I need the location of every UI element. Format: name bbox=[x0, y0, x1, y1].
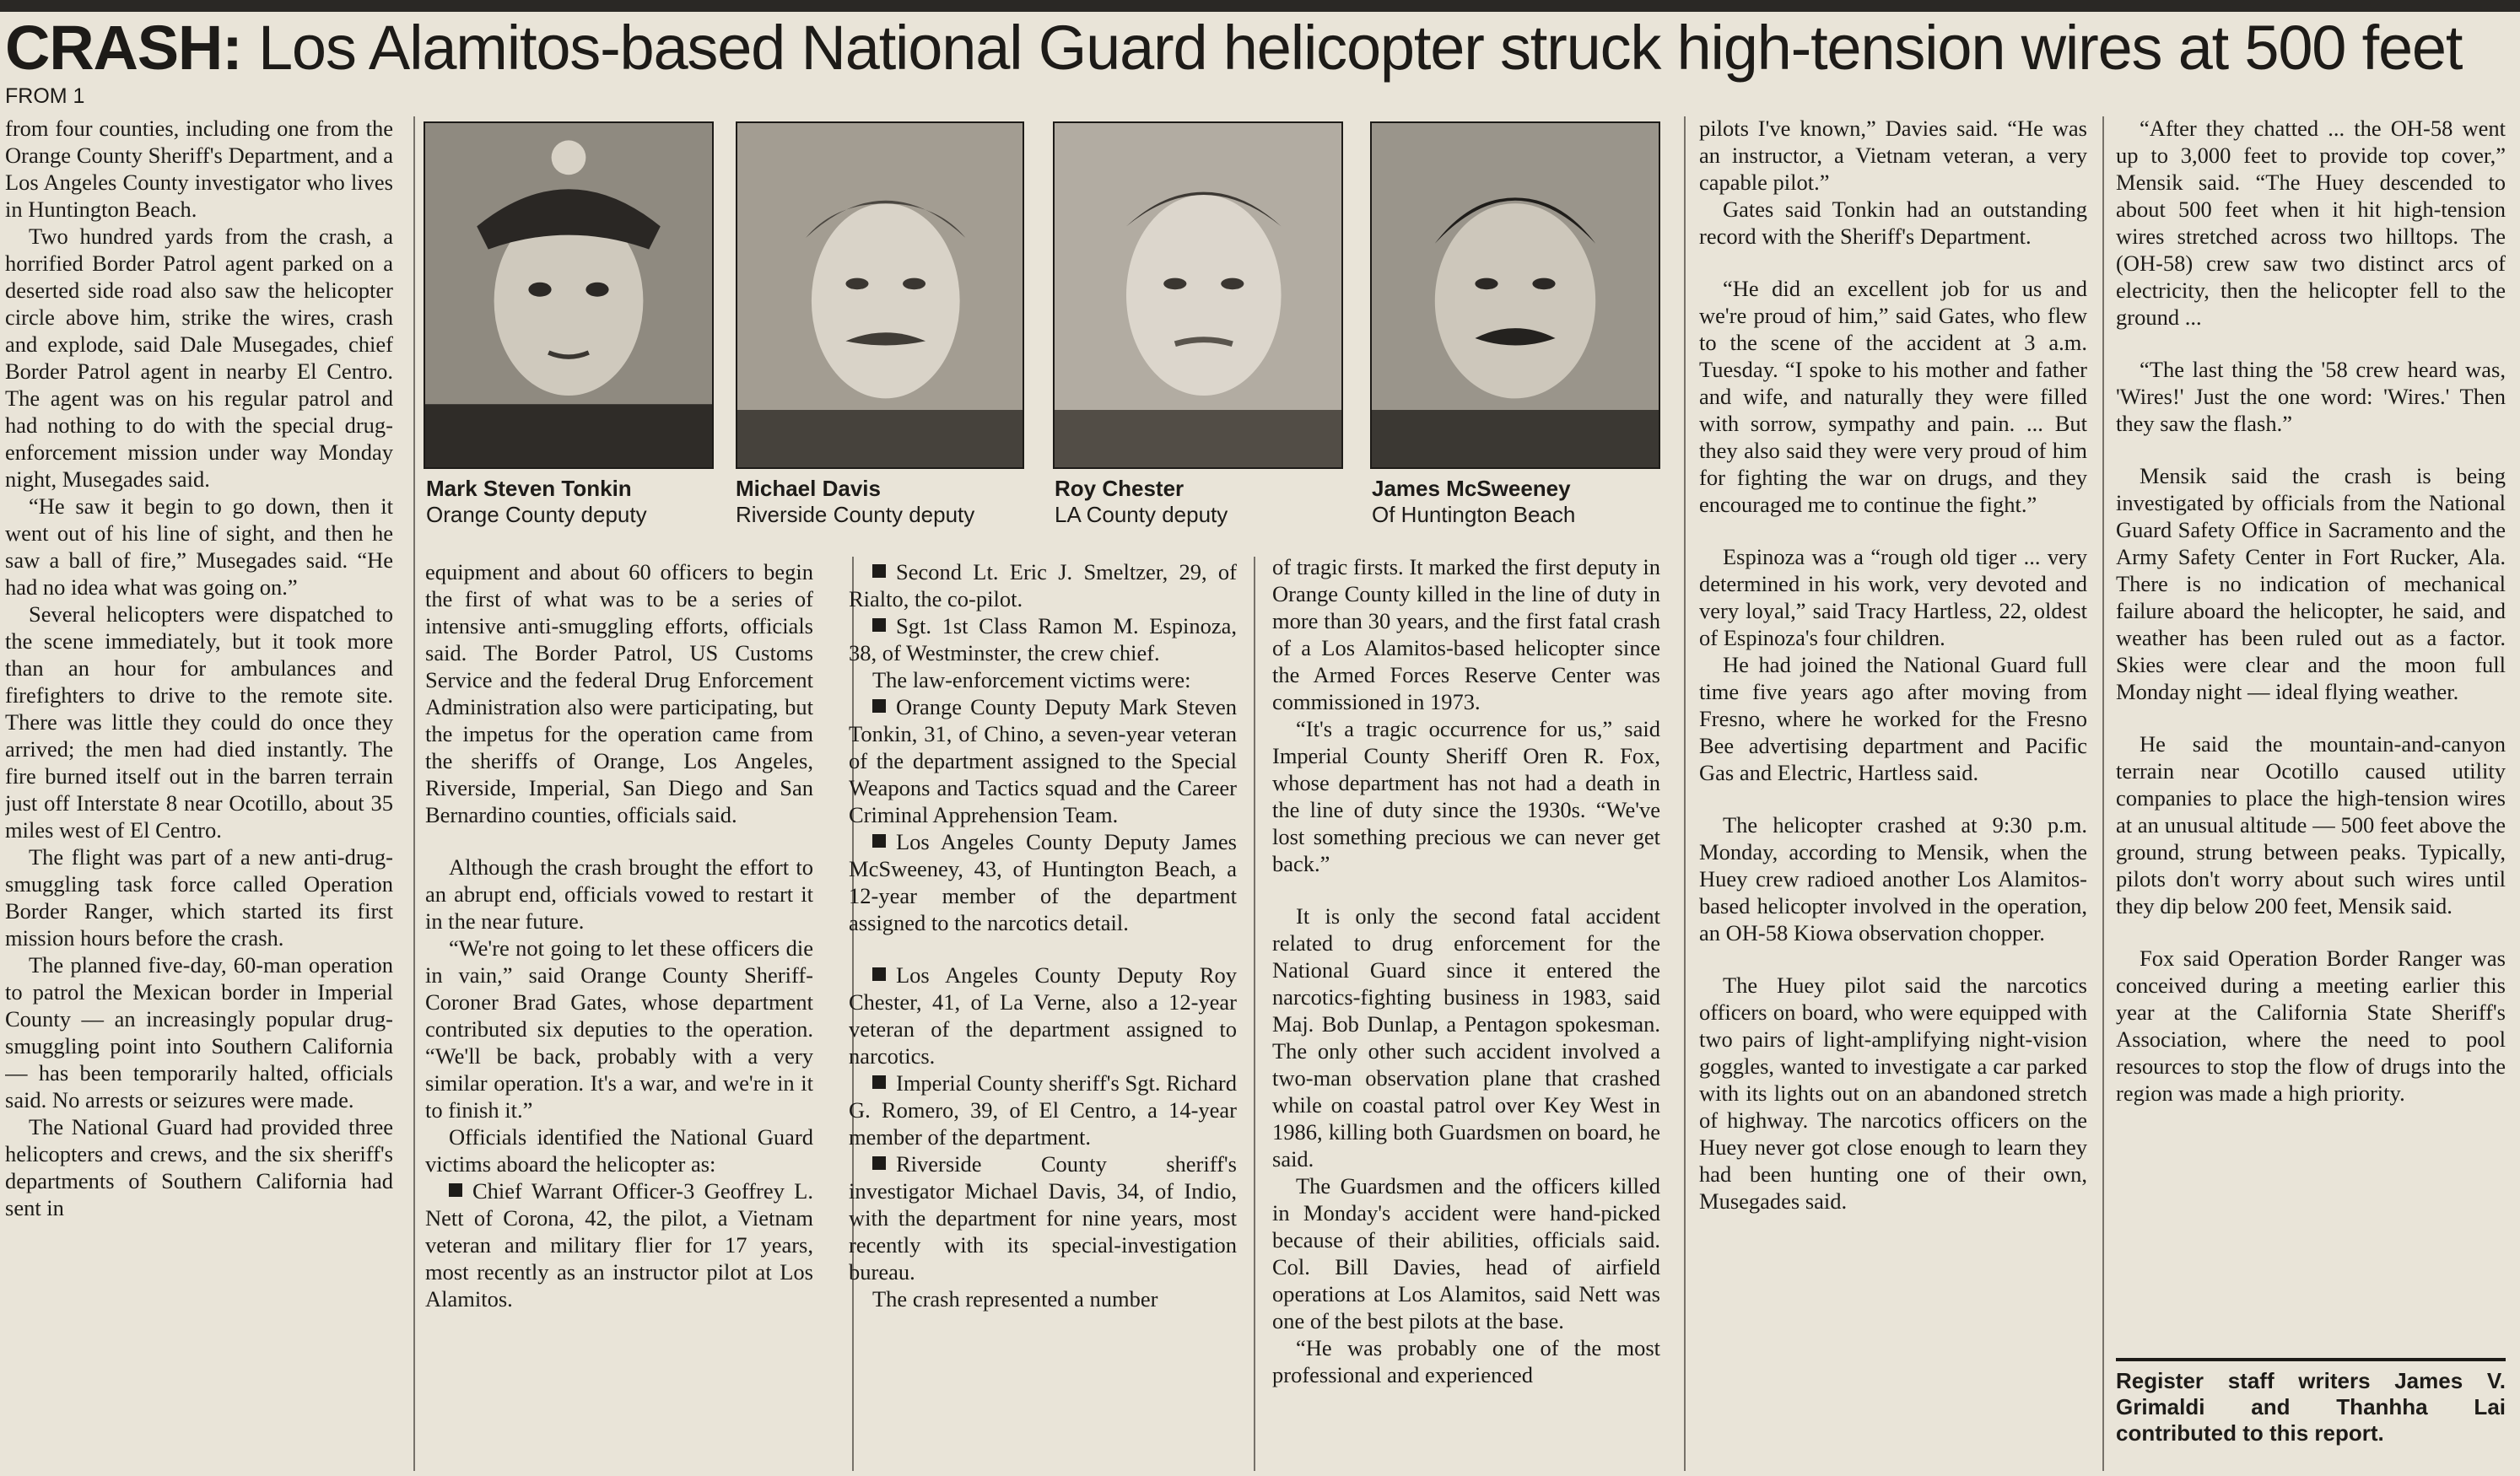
caption-name: Michael Davis bbox=[736, 476, 881, 501]
portrait-image bbox=[1372, 123, 1659, 467]
column-rule bbox=[1684, 116, 1686, 1471]
paragraph: The Huey pilot said the narcotics officers on board, who were equipped with two pairs of light-amplifying night-vision goggles, wanted to investigate a car parked with its lights out on an abandoned stretch of highway. The narcotics officers on the Huey never got close enough to learn they had been hunting one of their own, Musegades said. bbox=[1699, 972, 2087, 1214]
paragraph: Fox said Operation Border Ranger was conceived during a meeting earlier this year at the California State Sheriff's Association, where the need to pool resources to stop the flow of drugs into the region was made a high priority. bbox=[2116, 945, 2506, 1106]
text-column-2 bbox=[425, 558, 813, 1474]
text-column-4 bbox=[1272, 553, 1660, 1474]
bullet-icon bbox=[872, 967, 886, 981]
victim-text: Los Angeles County Deputy James McSweeney, 43, of Huntington Beach, a 12-year member of the department assigned to the narcotics detail. bbox=[849, 829, 1237, 935]
victim-entry bbox=[849, 1069, 1237, 1150]
paragraph: Gates said Tonkin had an outstanding record with the Sheriff's Department. bbox=[1699, 197, 2087, 249]
photo-caption bbox=[736, 476, 974, 528]
staff-credit: Register staff writers James V. Grimaldi and Thanhha Lai contributed to this report. bbox=[2116, 1368, 2506, 1446]
column-rule bbox=[413, 116, 415, 1471]
paragraph: “He did an excellent job for us and we're proud of him,” said Gates, who flew to the scene of the accident at 3 a.m. Tuesday. “I spoke to his mother and father and wife, and naturally they were filled with sorrow, sympathy and pain. ... But they also said they were very proud of him for fighting the war on drugs, and they encouraged me to continue the fight.” bbox=[1699, 276, 2087, 517]
paragraph: The flight was part of a new anti-drug-smuggling task force called Operation Border Ranger, which started its first mission hours before the crash. bbox=[5, 844, 393, 951]
caption-title: Orange County deputy bbox=[426, 502, 647, 527]
bullet-icon bbox=[872, 699, 886, 713]
paragraph: The Guardsmen and the officers killed in Monday's accident were hand-picked because of their abilities, officials said. Col. Bill Davies, head of airfield operations at Los Alamitos, said Nett was one of the best pilots at the base. bbox=[1272, 1173, 1660, 1333]
paragraph: “The last thing the '58 crew heard was, 'Wires!' Just the one word: 'Wires.' Then they saw the flash.” bbox=[2116, 357, 2506, 436]
bullet-icon bbox=[872, 618, 886, 632]
photo-mcsweeney bbox=[1370, 121, 1660, 469]
victim-text: Chief Warrant Officer-3 Geoffrey L. Nett of Corona, 42, the pilot, a Vietnam veteran and military flier for 17 years, most recently as an instructor pilot at Los Alamitos. bbox=[425, 1178, 813, 1312]
portrait-image bbox=[737, 123, 1023, 467]
paragraph: “He saw it begin to go down, then it went out of his line of sight, and then he saw a ball of fire,” Musegades said. “He had no idea what was going on.” bbox=[5, 493, 393, 600]
victim-text: Los Angeles County Deputy Roy Chester, 41, of La Verne, also a 12-year veteran of the department assigned to narcotics. bbox=[849, 962, 1237, 1069]
caption-title: Riverside County deputy bbox=[736, 502, 975, 527]
paragraph: “We're not going to let these officers die in vain,” said Orange County Sheriff-Coroner Brad Gates, whose department contributed six deputies to the operation. “We'll be back, probably with a very similar operation. It's a war, and we're in it to finish it.” bbox=[425, 935, 813, 1123]
victim-entry bbox=[849, 558, 1237, 612]
column-rule bbox=[2102, 116, 2104, 1471]
photo-tonkin bbox=[424, 121, 714, 469]
bullet-icon bbox=[872, 1075, 886, 1089]
text-column-6 bbox=[2116, 115, 2506, 1355]
top-rule bbox=[0, 0, 2520, 12]
photo-caption bbox=[1372, 476, 1575, 528]
portrait-image bbox=[1055, 123, 1341, 467]
victim-text: Sgt. 1st Class Ramon M. Espinoza, 38, of Westminster, the crew chief. bbox=[849, 613, 1237, 665]
photo-caption bbox=[1055, 476, 1228, 528]
victim-entry bbox=[849, 962, 1237, 1069]
paragraph: He said the mountain-and-canyon terrain near Ocotillo caused utility companies to place the high-tension wires at an unusual altitude — 500 feet above the ground, strung between peaks. Typically, pilots don't worry about such wires until they dip below 200 feet, Mensik said. bbox=[2116, 731, 2506, 918]
bullet-icon bbox=[872, 564, 886, 578]
headline bbox=[5, 13, 2515, 83]
headline-text: Los Alamitos-based National Guard helicopter struck high-tension wires at 500 feet bbox=[257, 13, 2463, 83]
paragraph: Espinoza was a “rough old tiger ... very determined in his work, very devoted and very loyal,” said Tracy Hartless, 22, oldest of Espinoza's four children. bbox=[1699, 544, 2087, 650]
victim-text: Riverside County sheriff's investigator Michael Davis, 34, of Indio, with the department for nine years, most recently with its special-investigation bureau. bbox=[849, 1151, 1237, 1285]
photo-caption bbox=[426, 476, 647, 528]
paragraph: “After they chatted ... the OH-58 went up to 3,000 feet to provide top cover,” Mensik said. “The Huey descended to about 500 feet when it hit high-tension wires stretched across two hilltops. The (OH-58) crew saw two distinct arcs of electricity, then the helicopter fell to the ground ... bbox=[2116, 116, 2506, 330]
photo-chester bbox=[1053, 121, 1343, 469]
paragraph: Although the crash brought the effort to an abrupt end, officials vowed to restart it in the near future. bbox=[425, 854, 813, 934]
text-column-3 bbox=[849, 558, 1237, 1474]
paragraph: pilots I've known,” Davies said. “He was an instructor, a Vietnam veteran, a very capable pilot.” bbox=[1699, 116, 2087, 195]
caption-name: Mark Steven Tonkin bbox=[426, 476, 632, 501]
bullet-icon bbox=[872, 1156, 886, 1170]
paragraph: “He was probably one of the most professional and experienced bbox=[1272, 1335, 1660, 1387]
paragraph: The National Guard had provided three helicopters and crews, and the six sheriff's departments of Southern California had sent in bbox=[5, 1114, 393, 1220]
victim-entry bbox=[425, 1177, 813, 1312]
paragraph: “It's a tragic occurrence for us,” said Imperial County Sheriff Oren R. Fox, whose department has not had a death in the line of duty since the 1930s. “We've lost something precious we can never get back.” bbox=[1272, 716, 1660, 876]
paragraph: The helicopter crashed at 9:30 p.m. Monday, according to Mensik, when the Huey crew radioed another Los Alamitos-based helicopter involved in the operation, an OH-58 Kiowa observation chopper. bbox=[1699, 812, 2087, 945]
victim-entry bbox=[849, 828, 1237, 936]
portrait-image bbox=[425, 123, 712, 467]
paragraph: The crash represented a number bbox=[872, 1286, 1158, 1312]
column-rule bbox=[1254, 557, 1255, 1471]
bullet-icon bbox=[872, 834, 886, 848]
jump-line: FROM 1 bbox=[5, 84, 85, 108]
paragraph: He had joined the National Guard full time five years ago after moving from Fresno, where he worked for the Fresno Bee advertising department and Pacific Gas and Electric, Hartless said. bbox=[1699, 652, 2087, 785]
victim-text: Orange County Deputy Mark Steven Tonkin, 31, of Chino, a seven-year veteran of the department assigned to the Special Weapons and Tactics squad and the Career Criminal Apprehension Team. bbox=[849, 694, 1237, 827]
text-column-5 bbox=[1699, 115, 2087, 1474]
paragraph: of tragic firsts. It marked the first deputy in Orange County killed in the line of duty in more than 30 years, and the first fatal crash of a Los Alamitos-based helicopter since the Armed Forces Reserve Center was commissioned in 1973. bbox=[1272, 554, 1660, 714]
caption-name: Roy Chester bbox=[1055, 476, 1184, 501]
credit-rule bbox=[2116, 1358, 2506, 1361]
caption-name: James McSweeney bbox=[1372, 476, 1571, 501]
victim-entry bbox=[849, 1150, 1237, 1285]
paragraph: Mensik said the crash is being investigated by officials from the National Guard Safety Office in Sacramento and the Army Safety Center in Fort Rucker, Ala. There is no indication of mechanical failure aboard the helicopter, he said, and weather has been ruled out as a factor. Skies were clear and the moon full Monday night — ideal flying weather. bbox=[2116, 463, 2506, 704]
text-column-1 bbox=[5, 115, 393, 1474]
paragraph: Officials identified the National Guard victims aboard the helicopter as: bbox=[425, 1124, 813, 1177]
headline-kicker: CRASH: bbox=[5, 13, 242, 83]
paragraph: Two hundred yards from the crash, a horrified Border Patrol agent parked on a deserted side road also saw the helicopter circle above him, strike the wires, crash and explode, said Dale Musegades, chief Border Patrol agent in nearby El Centro. The agent was on his regular patrol and had nothing to do with the special drug-enforcement mission under way Monday night, Musegades said. bbox=[5, 224, 393, 492]
paragraph: The law-enforcement victims were: bbox=[872, 667, 1191, 692]
paragraph: Several helicopters were dispatched to the scene immediately, but it took more than an hour for ambulances and firefighters to drive to the remote site. There was little they could do once they arrived; the men had died instantly. The fire burned itself out in the barren terrain just off Interstate 8 near Ocotillo, about 35 miles west of El Centro. bbox=[5, 601, 393, 843]
paragraph: The planned five-day, 60-man operation to patrol the Mexican border in Imperial County — an increasingly popular drug-smuggling point into Southern California — has been temporarily halted, officials said. No arrests or seizures were made. bbox=[5, 952, 393, 1112]
photo-davis bbox=[736, 121, 1024, 469]
bullet-icon bbox=[449, 1183, 462, 1197]
victim-text: Second Lt. Eric J. Smeltzer, 29, of Rialto, the co-pilot. bbox=[849, 559, 1237, 611]
victim-entry bbox=[849, 612, 1237, 666]
caption-title: LA County deputy bbox=[1055, 502, 1228, 527]
paragraph: from four counties, including one from the Orange County Sheriff's Department, and a Los Angeles County investigator who lives in Huntington Beach. bbox=[5, 116, 393, 222]
paragraph: It is only the second fatal accident related to drug enforcement for the National Guard since it entered the narcotics-fighting business in 1983, said Maj. Bob Dunlap, a Pentagon spokesman. The only other such accident involved a two-man observation plane that crashed while on coastal patrol over Key West in 1986, killing both Guardsmen on board, he said. bbox=[1272, 903, 1660, 1172]
victim-text: Imperial County sheriff's Sgt. Richard G. Romero, 39, of El Centro, a 14-year member of the department. bbox=[849, 1070, 1237, 1150]
paragraph: equipment and about 60 officers to begin the first of what was to be a series of intensive anti-smuggling efforts, officials said. The Border Patrol, US Customs Service and the federal Drug Enforcement Administration also were participating, but the impetus for the operation came from the sheriffs of Orange, Los Angeles, Riverside, Imperial, San Diego and San Bernardino counties, officials said. bbox=[425, 559, 813, 827]
victim-entry bbox=[849, 693, 1237, 828]
caption-title: Of Huntington Beach bbox=[1372, 502, 1576, 527]
